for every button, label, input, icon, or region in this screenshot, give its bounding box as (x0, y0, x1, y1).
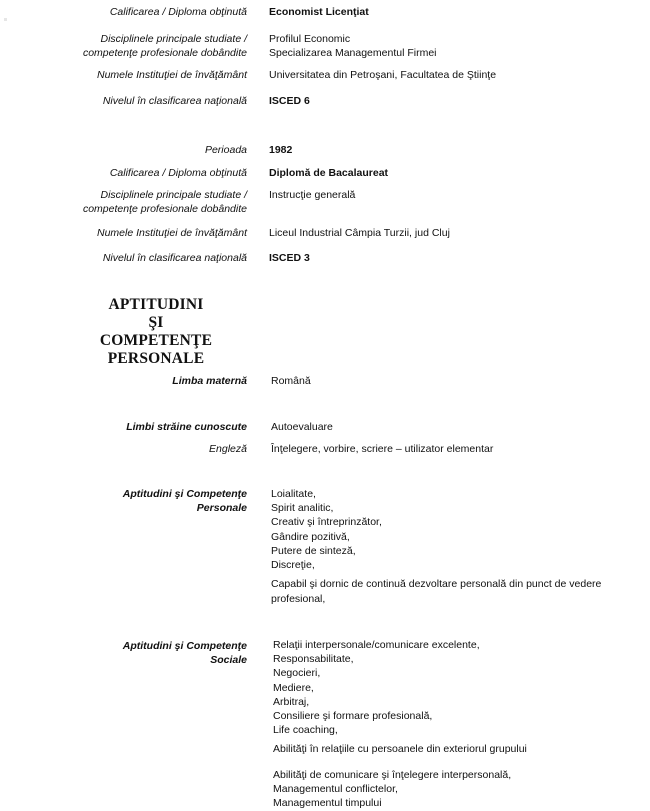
period-value: 1982 (269, 144, 293, 156)
page-corner-mark (4, 18, 7, 21)
list-item: Creativ şi întreprinzător, (271, 516, 382, 529)
mother-tongue-value: Română (271, 375, 311, 387)
institution-label: Numele Instituţiei de învăţământ (97, 69, 247, 81)
list-item: Putere de sinteză, (271, 544, 356, 557)
social-skills-extra-1: Abilităţi în relaţiile cu persoanele din exteriorul grupului (273, 743, 527, 755)
level-value: ISCED 6 (269, 95, 310, 107)
qualification-value: Economist Licenţiat (269, 6, 369, 18)
level-label: Nivelul în clasificarea naţională (102, 95, 247, 107)
social-skills-extra-2: Abilităţi de comunicare şi înţelegere interpersonală, Managementul conflictelor, Managementul timpului (273, 769, 512, 810)
personal-skills-list (271, 487, 636, 572)
mother-tongue-label: Limba maternă (172, 375, 247, 387)
list-item: Consiliere şi formare profesională, (273, 710, 433, 723)
social-skills-list (273, 638, 638, 737)
period-label: Perioada (204, 144, 247, 156)
list-item: Mediere, (273, 681, 314, 694)
qualification-value: Diplomă de Bacalaureat (269, 167, 389, 179)
institution-value: Liceul Industrial Câmpia Turzii, jud Cluj (269, 227, 450, 239)
list-item: Negocieri, (273, 667, 321, 680)
english-label: Engleză (209, 443, 247, 455)
foreign-languages-value: Autoevaluare (271, 421, 333, 433)
social-skills-label: Aptitudini şi Competenţe Sociale (122, 640, 247, 666)
list-item: Spirit analitic, (271, 502, 334, 515)
institution-value: Universitatea din Petroşani, Facultatea de Ştiinţe (269, 69, 497, 81)
english-value: Înţelegere, vorbire, scriere – utilizator elementar (271, 443, 494, 455)
institution-label: Numele Instituţiei de învăţământ (97, 227, 247, 239)
subjects-value: Profilul Economic Specializarea Managementul Firmei (269, 33, 437, 59)
list-item: Discreţie, (271, 559, 315, 572)
level-label: Nivelul în clasificarea naţională (102, 252, 247, 264)
subjects-label: Disciplinele principale studiate / competenţe profesionale dobândite (82, 33, 247, 59)
personal-skills-extra: Capabil şi dornic de continuă dezvoltare personală din punct de vedere profesional, (271, 578, 602, 605)
level-value: ISCED 3 (269, 252, 310, 264)
list-item: Loialitate, (271, 488, 316, 500)
qualification-label: Calificarea / Diploma obţinută (109, 6, 247, 18)
personal-skills-label: Aptitudini şi Competenţe Personale (122, 488, 247, 514)
subjects-value: Instrucţie generală (269, 189, 356, 201)
section-title: APTITUDINI ŞI COMPETENŢE PERSONALE (99, 296, 213, 367)
list-item: Relaţii interpersonale/comunicare excelente, (273, 639, 480, 651)
foreign-languages-label: Limbi străine cunoscute (126, 421, 247, 433)
list-item: Responsabilitate, (273, 653, 354, 666)
qualification-label: Calificarea / Diploma obţinută (109, 167, 247, 179)
list-item: Arbitraj, (273, 695, 310, 708)
subjects-label: Disciplinele principale studiate / competenţe profesionale dobândite (82, 189, 247, 215)
list-item: Gândire pozitivă, (271, 530, 350, 543)
list-item: Life coaching, (273, 724, 338, 737)
